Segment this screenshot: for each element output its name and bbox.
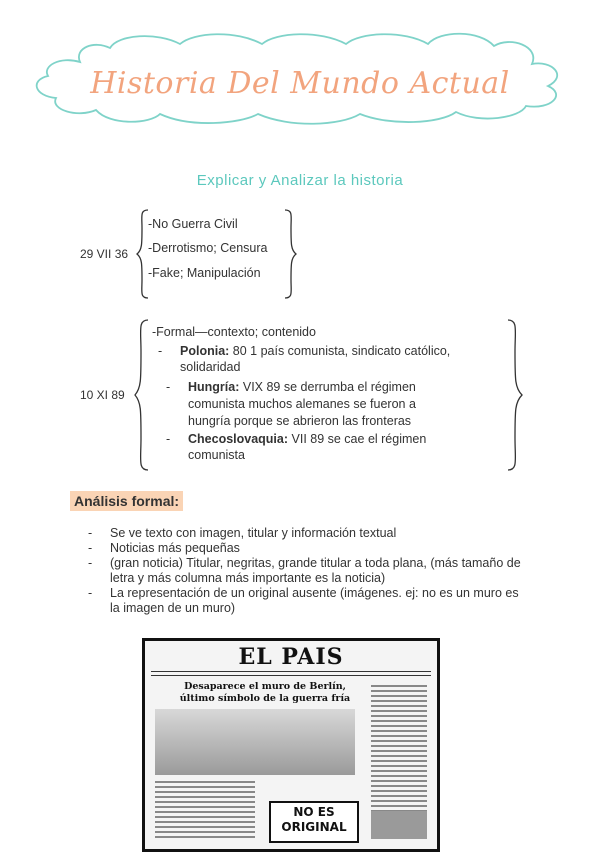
bullet-dash: - — [166, 432, 171, 446]
country-label: Checoslovaquia: — [188, 432, 289, 446]
bullet-dash: - — [158, 344, 163, 358]
item-text: 80 1 país comunista, sindicato católico, — [229, 344, 451, 358]
list-item: - Se ve texto con imagen, titular y información textual — [88, 526, 397, 540]
section2-date: 10 XI 89 — [80, 388, 125, 402]
page-title: Historia Del Mundo Actual — [90, 66, 510, 101]
list-item-text: Se ve texto con imagen, titular y información textual — [110, 526, 397, 540]
analisis-heading: Análisis formal: — [70, 491, 183, 511]
section1-right-brace — [283, 208, 297, 300]
list-item — [188, 432, 426, 446]
newspaper-column — [155, 781, 255, 841]
list-item-text: (gran noticia) Titular, negritas, grande titular a toda plana, (más tamaño de letra y más columna más importante es la noticia) — [110, 556, 521, 585]
newspaper-headline: Desaparece el muro de Berlín, — [184, 681, 346, 692]
item-text-cont: comunista — [188, 448, 245, 462]
section2-left-brace — [134, 318, 150, 472]
country-label: Polonia: — [180, 344, 230, 358]
list-item: - (gran noticia) Titular, negritas, grande titular a toda plana, (más tamaño de letra y más columna más importante es la noticia) — [88, 556, 521, 585]
newspaper-image — [142, 638, 440, 852]
section1-item: -No Guerra Civil — [148, 217, 238, 231]
newspaper-photo — [371, 811, 427, 839]
list-item: - La representación de un original ausente (imágenes. ej: no es un muro es la imagen de un muro) — [88, 586, 519, 615]
section1-item: -Derrotismo; Censura — [148, 241, 268, 255]
list-item: - Noticias más pequeñas — [88, 541, 240, 555]
item-text: VII 89 se cae el régimen — [288, 432, 427, 446]
stamp-text: ORIGINAL — [281, 820, 347, 834]
list-item — [188, 380, 416, 394]
newspaper-photo — [155, 709, 355, 775]
item-text-cont: comunista muchos alemanes se fueron a — [188, 397, 416, 411]
rule — [151, 675, 431, 676]
no-es-original-stamp — [269, 801, 359, 843]
list-item-text: La representación de un original ausente (imágenes. ej: no es un muro es la imagen de un muro) — [110, 586, 519, 615]
bullet-dash: - — [166, 380, 171, 394]
stamp-text: NO ES — [293, 805, 335, 819]
list-item-text: Noticias más pequeñas — [110, 541, 240, 555]
section2-right-brace — [506, 318, 524, 472]
section1-date: 29 VII 36 — [80, 247, 129, 261]
rule — [151, 671, 431, 672]
section1-item: -Fake; Manipulación — [148, 266, 261, 280]
item-text-cont: hungría porque se abrieron las fronteras — [188, 414, 412, 428]
newspaper-masthead: EL PAIS — [238, 644, 344, 670]
page-subtitle: Explicar y Analizar la historia — [196, 172, 404, 189]
item-text-cont: solidaridad — [180, 360, 241, 374]
list-item — [180, 344, 450, 358]
analisis-list — [88, 526, 528, 616]
section2-intro: -Formal—contexto; contenido — [152, 325, 316, 339]
item-text: VIX 89 se derrumba el régimen — [239, 380, 416, 394]
newspaper-headline: último símbolo de la guerra fría — [179, 693, 351, 704]
country-label: Hungría: — [188, 380, 240, 394]
